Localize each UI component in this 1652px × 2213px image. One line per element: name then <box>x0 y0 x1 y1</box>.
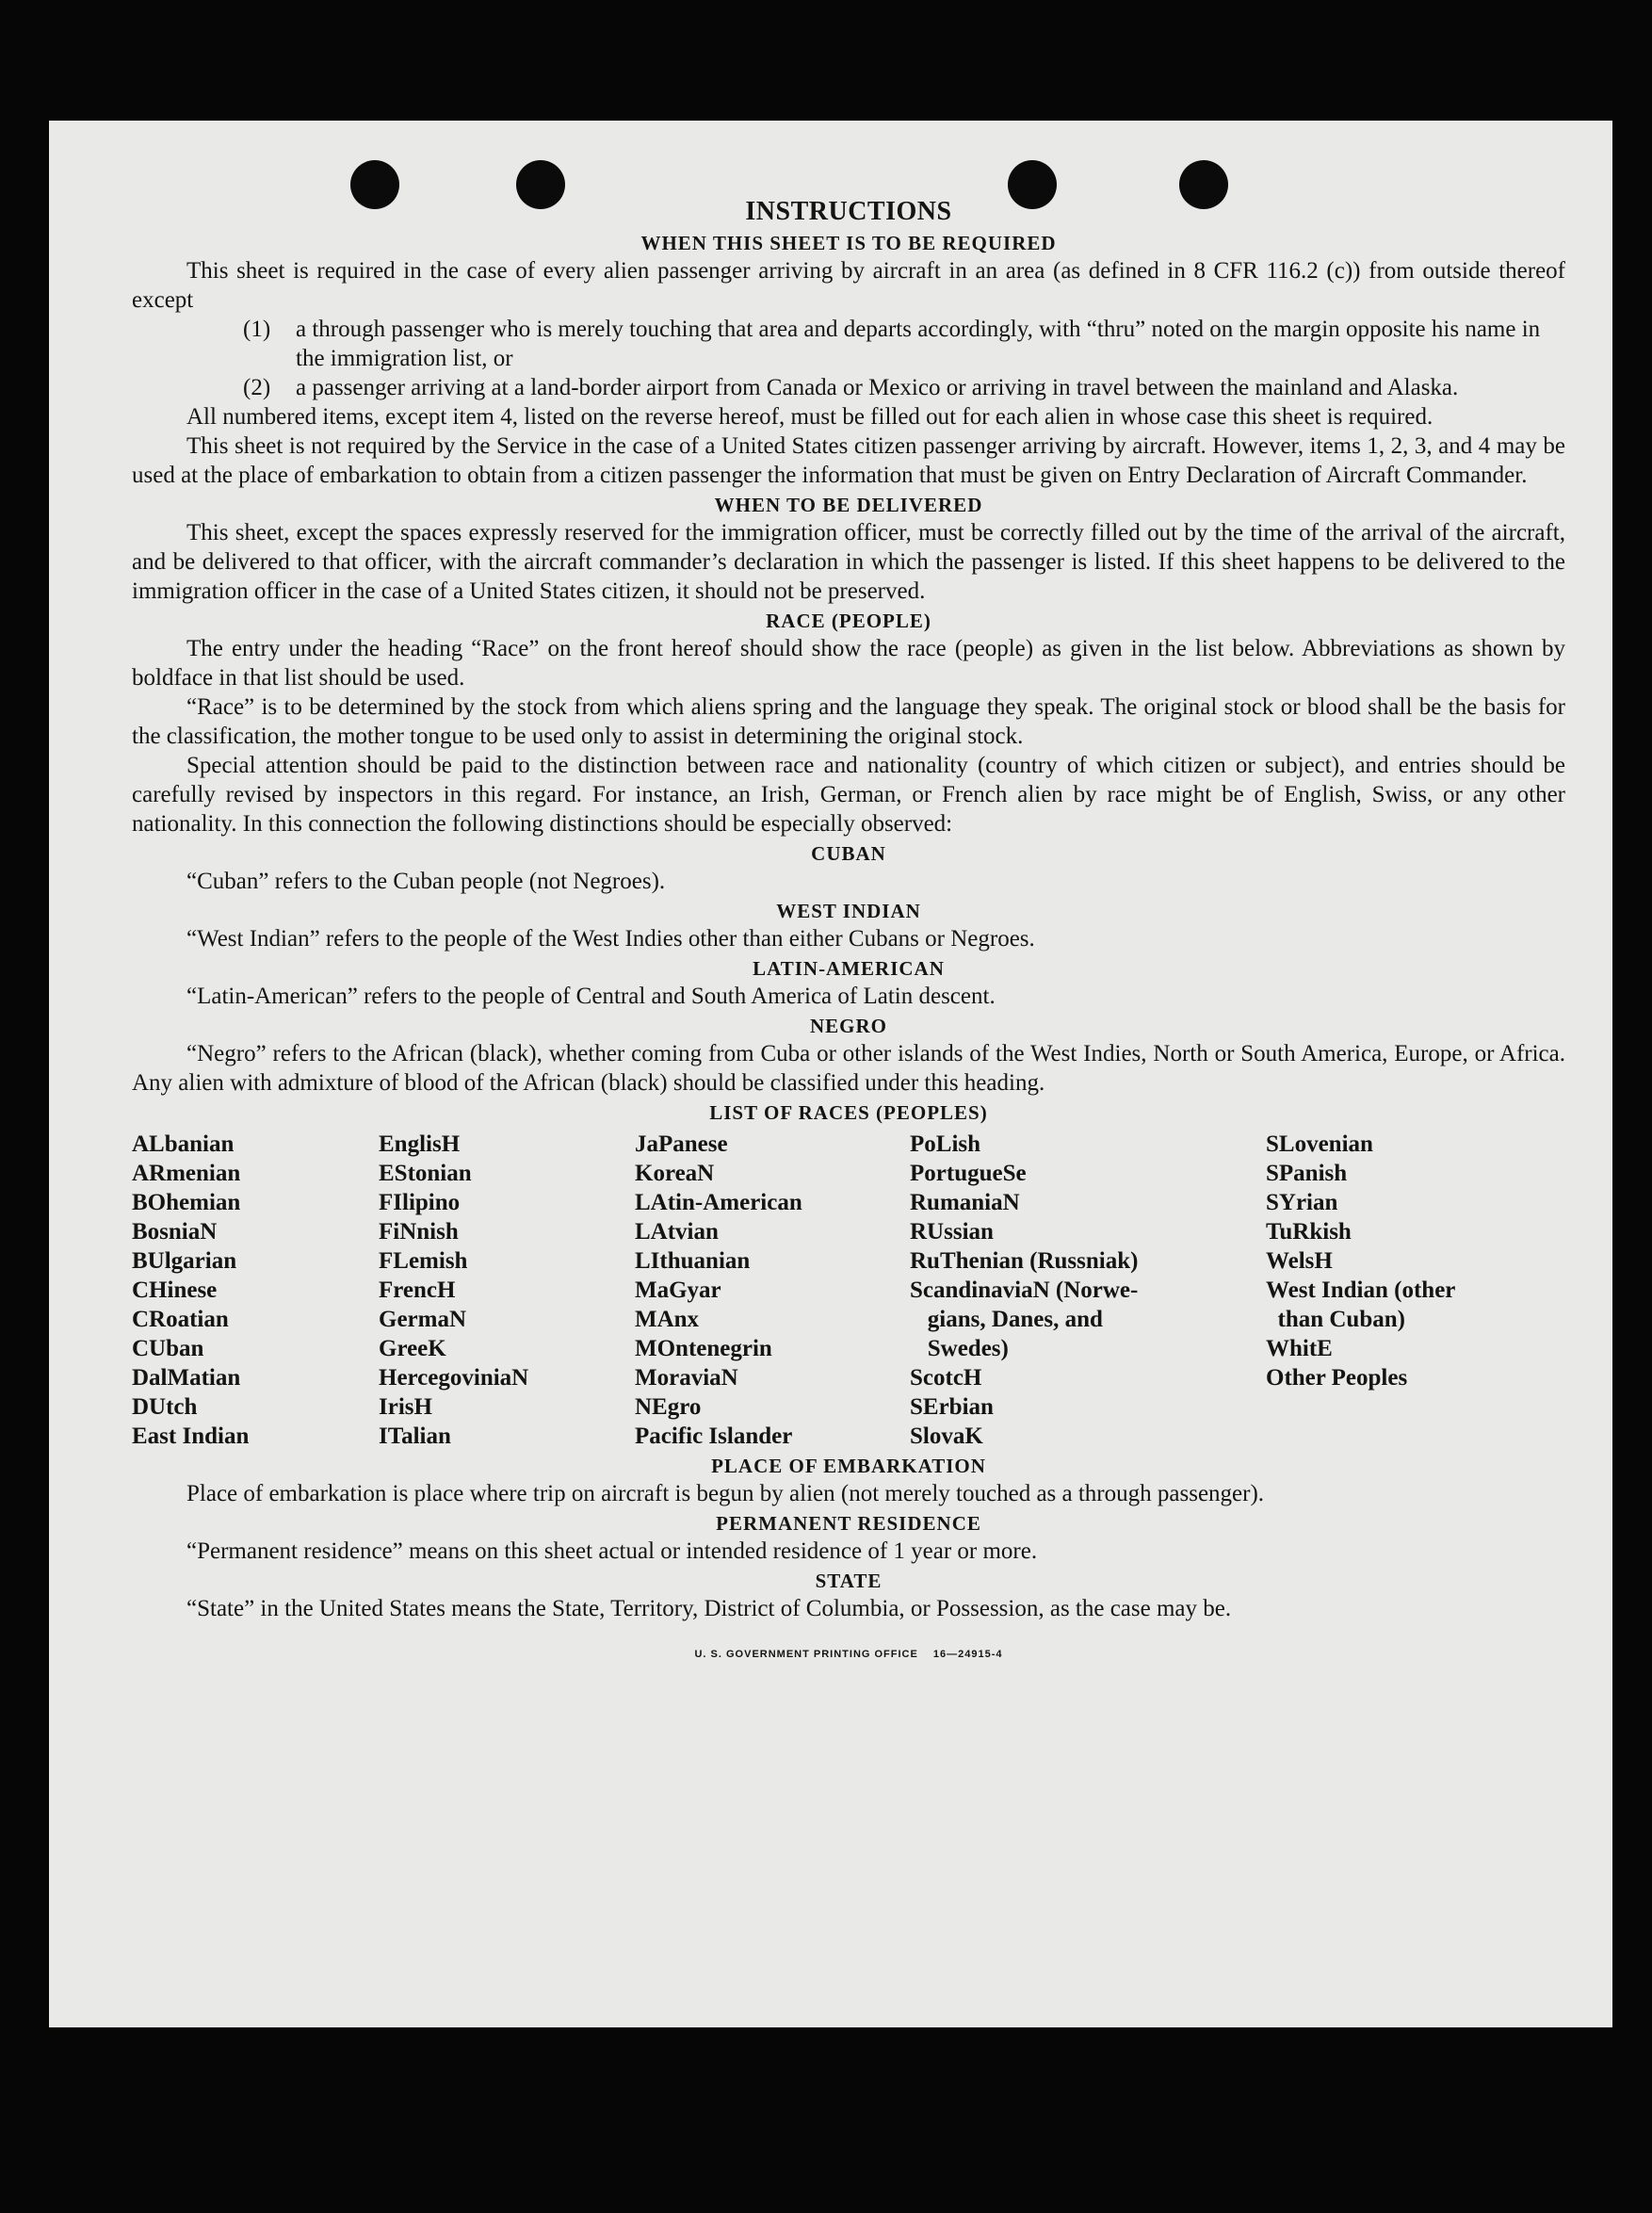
race-entry: LAtvian <box>635 1219 719 1245</box>
section-heading: PLACE OF EMBARKATION <box>711 1455 986 1477</box>
section-heading: RACE (PEOPLE) <box>766 610 931 632</box>
paragraph: All numbered items, except item 4, listed on the reverse hereof, must be filled out for each alien in whose case this sheet is required. <box>186 404 1433 430</box>
item-number: (2) <box>243 375 271 400</box>
race-entry: EnglisH <box>379 1131 461 1157</box>
race-entry: SLovenian <box>1266 1131 1373 1157</box>
race-entry: ScandinaviaN (Norwe- <box>910 1277 1139 1303</box>
paragraph: “Cuban” refers to the Cuban people (not Negroes). <box>186 869 666 894</box>
race-entry: ScotcH <box>910 1365 982 1391</box>
race-entry: SPanish <box>1266 1161 1348 1186</box>
section-heading: NEGRO <box>809 1015 887 1037</box>
race-entry: than Cuban) <box>1266 1307 1405 1332</box>
section-heading: WHEN TO BE DELIVERED <box>714 494 983 516</box>
races-column <box>379 1130 635 1451</box>
paragraph: This sheet, except the spaces expressly reserved for the immigration officer, must be correctly filled out by the time of the arrival of the aircraft, and be delivered to that officer, with the aircraft commander’s declaration in which the passenger is listed. If this sheet happens to be delivered to the immigration officer in the case of a United States citizen, it should not be preserved. <box>132 520 1565 604</box>
race-entry: Swedes) <box>910 1336 1009 1361</box>
race-entry: SErbian <box>910 1394 994 1420</box>
race-entry: WhitE <box>1266 1336 1333 1361</box>
paragraph: This sheet is not required by the Service in the case of a United States citizen passenger arriving by aircraft. However, items 1, 2, 3, and 4 may be used at the place of embarkation to obtain from a citizen passenger the information that must be given on Entry Declaration of Aircraft Commander. <box>132 433 1565 488</box>
race-entry: CUban <box>132 1336 204 1361</box>
race-entry: CHinese <box>132 1277 218 1303</box>
race-entry: FrencH <box>379 1277 456 1303</box>
race-entry: GreeK <box>379 1336 446 1361</box>
instructions-content <box>132 196 1565 1669</box>
section-heading: LATIN-AMERICAN <box>753 957 945 980</box>
race-entry: NEgro <box>635 1394 702 1420</box>
race-entry: KoreaN <box>635 1161 715 1186</box>
race-entry: BUlgarian <box>132 1248 237 1274</box>
race-entry: Pacific Islander <box>635 1424 793 1449</box>
race-entry: JaPanese <box>635 1131 728 1157</box>
printer-imprint <box>132 1640 1565 1669</box>
paragraph: “Negro” refers to the African (black), whether coming from Cuba or other islands of the West Indies, North or South America, Europe, or Africa. Any alien with admixture of blood of the African (black) should be classified under this heading. <box>132 1041 1565 1096</box>
races-column <box>1266 1130 1565 1451</box>
list-item <box>243 373 1565 402</box>
list-item <box>243 315 1565 373</box>
race-entry: RumaniaN <box>910 1190 1020 1215</box>
race-entry: MaGyar <box>635 1277 721 1303</box>
section-heading: WEST INDIAN <box>776 900 921 922</box>
race-entry: CRoatian <box>132 1307 229 1332</box>
race-entry: DUtch <box>132 1394 198 1420</box>
races-column <box>910 1130 1266 1451</box>
page-title: INSTRUCTIONS <box>745 197 952 226</box>
paragraph: “State” in the United States means the State, Territory, District of Columbia, or Possession, as the case may be. <box>186 1596 1232 1621</box>
races-column <box>635 1130 910 1451</box>
race-entry: LAtin-American <box>635 1190 802 1215</box>
race-entry: FLemish <box>379 1248 468 1274</box>
race-entry: PoLish <box>910 1131 981 1157</box>
race-entry: BOhemian <box>132 1190 241 1215</box>
races-column <box>132 1130 379 1451</box>
race-entry: RuThenian (Russniak) <box>910 1248 1139 1274</box>
section-heading: WHEN THIS SHEET IS TO BE REQUIRED <box>640 232 1057 254</box>
race-entry: East Indian <box>132 1424 250 1449</box>
paragraph: “West Indian” refers to the people of the West Indies other than either Cubans or Negroes. <box>186 926 1035 952</box>
item-text: a through passenger who is merely touching that area and departs accordingly, with “thru” noted on the margin opposite his name in the immigration list, or <box>296 317 1541 371</box>
section-heading: STATE <box>815 1570 883 1592</box>
race-entry: FIlipino <box>379 1190 461 1215</box>
item-text: a passenger arriving at a land-border airport from Canada or Mexico or arriving in travel between the mainland and Alaska. <box>296 375 1459 400</box>
race-entry: Other Peoples <box>1266 1365 1408 1391</box>
printer-name: U. S. GOVERNMENT PRINTING OFFICE <box>694 1649 918 1660</box>
paragraph: Place of embarkation is place where trip on aircraft is begun by alien (not merely touched as a through passenger). <box>186 1481 1265 1506</box>
race-entry: MoraviaN <box>635 1365 738 1391</box>
paragraph: The entry under the heading “Race” on the front hereof should show the race (people) as given in the list below. Abbreviations as shown by boldface in that list should be used. <box>132 636 1565 691</box>
races-list <box>132 1130 1565 1451</box>
paragraph: This sheet is required in the case of every alien passenger arriving by aircraft in an area (as defined in 8 CFR 116.2 (c)) from outside thereof except <box>132 258 1565 313</box>
race-entry: RUssian <box>910 1219 994 1245</box>
form-number: 16—24915-4 <box>932 1649 1003 1660</box>
paragraph: “Latin-American” refers to the people of Central and South America of Latin descent. <box>186 984 996 1009</box>
document-sheet <box>49 121 1612 2027</box>
race-entry: HercegoviniaN <box>379 1365 529 1391</box>
paragraph: Special attention should be paid to the distinction between race and nationality (country of which citizen or subject), and entries should be carefully revised by inspectors in this regard. For instance, an Irish, German, or French alien by race might be of English, Swiss, or any other nationality. In this connection the following distinctions should be especially observed: <box>132 753 1565 837</box>
race-entry: LIthuanian <box>635 1248 751 1274</box>
race-entry: EStonian <box>379 1161 472 1186</box>
section-heading: LIST OF RACES (PEOPLES) <box>709 1101 988 1124</box>
race-entry: SYrian <box>1266 1190 1338 1215</box>
race-entry: BosniaN <box>132 1219 218 1245</box>
race-entry: ALbanian <box>132 1131 235 1157</box>
race-entry: GermaN <box>379 1307 467 1332</box>
race-entry: FiNnish <box>379 1219 459 1245</box>
paragraph: “Race” is to be determined by the stock from which aliens spring and the language they speak. The original stock or blood shall be the basis for the classification, the mother tongue to be used only to assist in determining the original stock. <box>132 694 1565 749</box>
race-entry: MOntenegrin <box>635 1336 772 1361</box>
race-entry: WelsH <box>1266 1248 1333 1274</box>
race-entry: TuRkish <box>1266 1219 1352 1245</box>
race-entry: MAnx <box>635 1307 700 1332</box>
paragraph: “Permanent residence” means on this sheet actual or intended residence of 1 year or more. <box>186 1538 1038 1564</box>
race-entry: SlovaK <box>910 1424 983 1449</box>
section-heading: PERMANENT RESIDENCE <box>716 1512 981 1535</box>
race-entry: gians, Danes, and <box>910 1307 1103 1332</box>
race-entry: PortugueSe <box>910 1161 1027 1186</box>
item-number: (1) <box>243 317 271 342</box>
section-heading: CUBAN <box>811 842 886 865</box>
race-entry: West Indian (other <box>1266 1277 1456 1303</box>
race-entry: ITalian <box>379 1424 451 1449</box>
race-entry: DalMatian <box>132 1365 241 1391</box>
race-entry: ARmenian <box>132 1161 241 1186</box>
race-entry: IrisH <box>379 1394 432 1420</box>
